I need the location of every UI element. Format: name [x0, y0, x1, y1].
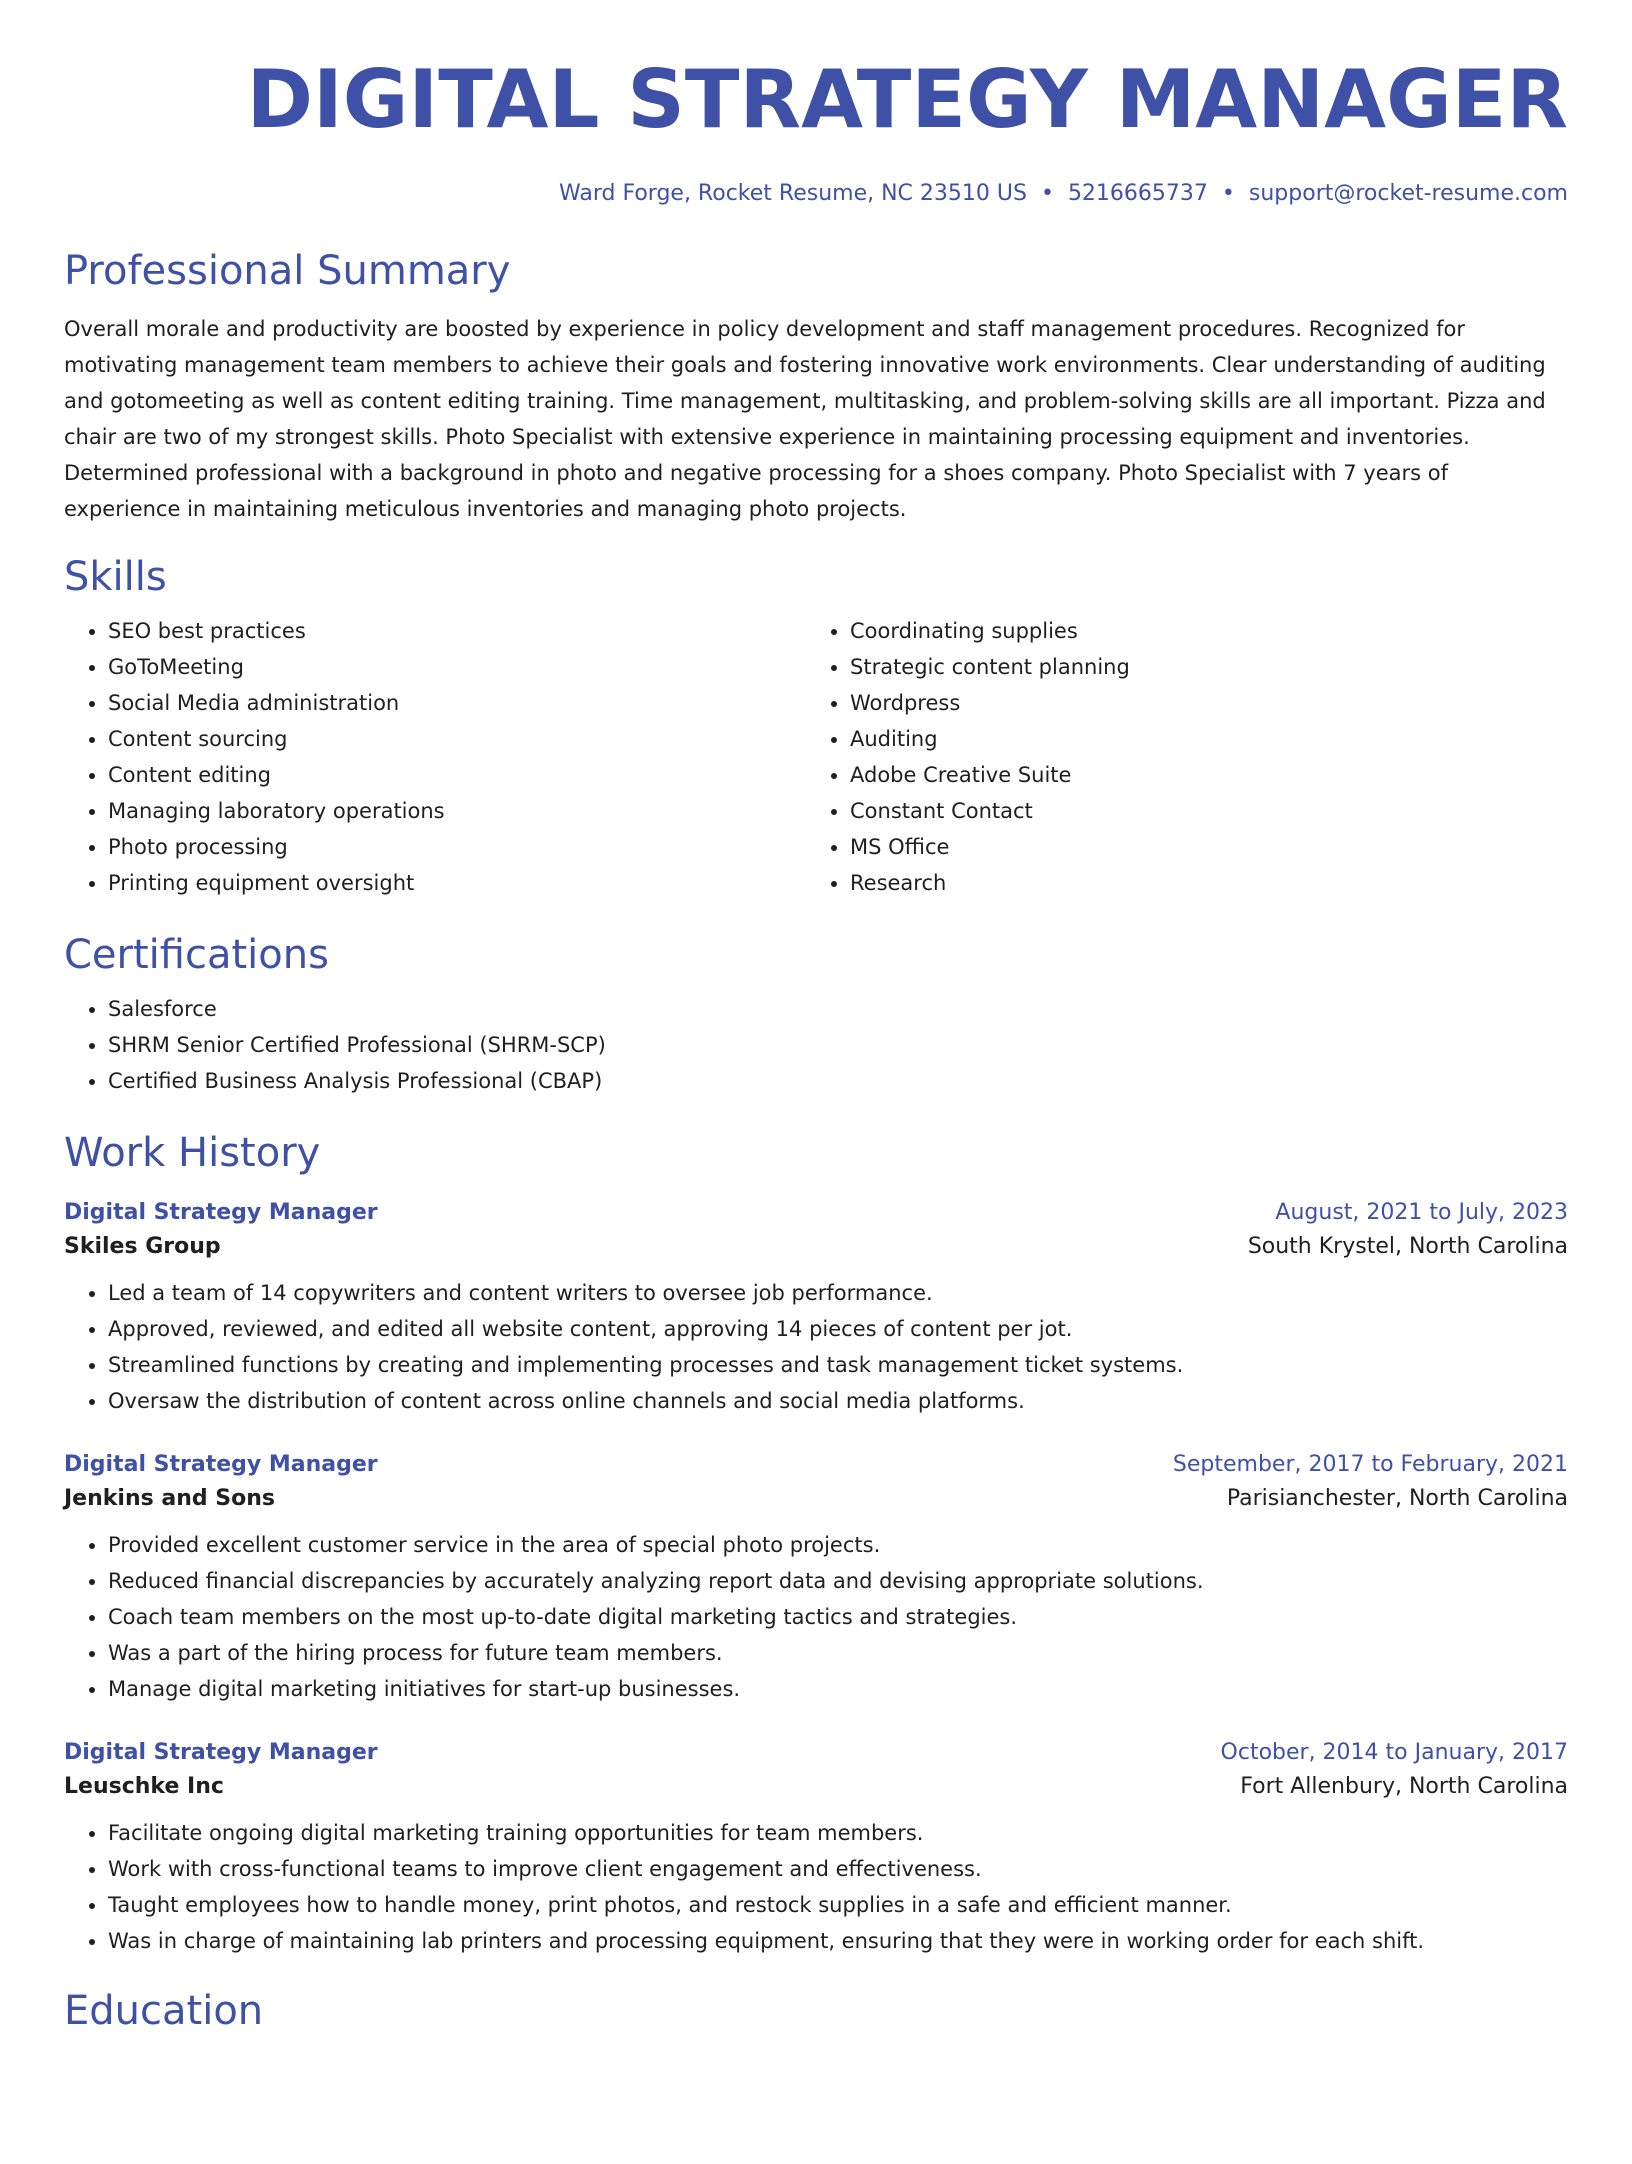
job-title-row: [64, 1197, 1568, 1229]
job-entry: [64, 1449, 1568, 1707]
job-dates: October, 2014 to January, 2017: [1220, 1740, 1568, 1765]
certification-item: • SHRM Senior Certified Professional (SHRM-SCP): [108, 1027, 1568, 1063]
job-dates: August, 2021 to July, 2023: [1275, 1200, 1568, 1225]
skills-heading: Skills: [64, 554, 167, 600]
skill-item: • Content editing: [108, 757, 806, 793]
job-dates: September, 2017 to February, 2021: [1172, 1452, 1568, 1477]
skills-column-right: [806, 613, 1548, 901]
skills-column-left: [64, 613, 806, 901]
skill-item: • Printing equipment oversight: [108, 865, 806, 901]
skills-list-right: [806, 613, 1548, 901]
job-entry: [64, 1197, 1568, 1419]
contact-address: Ward Forge, Rocket Resume, NC 23510 US: [559, 181, 1027, 206]
job-duty: • Was a part of the hiring process for future team members.: [108, 1635, 1568, 1671]
skills-list-left: [64, 613, 806, 901]
job-company: Leuschke Inc: [64, 1774, 224, 1799]
job-duty: • Streamlined functions by creating and implementing processes and task management ticket systems.: [108, 1347, 1568, 1383]
skill-item: • Coordinating supplies: [850, 613, 1548, 649]
job-title-row: [64, 1737, 1568, 1769]
contact-separator: •: [1040, 181, 1054, 206]
certification-item: • Salesforce: [108, 991, 1568, 1027]
job-company-row: [64, 1481, 1568, 1517]
education-heading: Education: [64, 1988, 264, 2034]
job-title: Digital Strategy Manager: [64, 1200, 378, 1225]
job-title-row: [64, 1449, 1568, 1481]
skill-item: • SEO best practices: [108, 613, 806, 649]
skill-item: • Strategic content planning: [850, 649, 1548, 685]
job-duty: • Facilitate ongoing digital marketing training opportunities for team members.: [108, 1815, 1568, 1851]
job-entry: [64, 1737, 1568, 1959]
certifications-list: [64, 991, 1568, 1099]
summary-heading: Professional Summary: [64, 248, 511, 294]
job-company: Skiles Group: [64, 1234, 221, 1259]
job-duty: • Manage digital marketing initiatives for start-up businesses.: [108, 1671, 1568, 1707]
job-duties-list: [64, 1815, 1568, 1959]
contact-email[interactable]: support@rocket-resume.com: [1248, 181, 1568, 206]
skill-item: • Photo processing: [108, 829, 806, 865]
job-company-row: [64, 1229, 1568, 1265]
job-duties-list: [64, 1275, 1568, 1419]
skill-item: • Adobe Creative Suite: [850, 757, 1548, 793]
job-duty: • Reduced financial discrepancies by accurately analyzing report data and devising appropriate solutions.: [108, 1563, 1568, 1599]
certification-item: • Certified Business Analysis Professional (CBAP): [108, 1063, 1568, 1099]
job-duty: • Coach team members on the most up-to-date digital marketing tactics and strategies.: [108, 1599, 1568, 1635]
job-duties-list: [64, 1527, 1568, 1707]
skill-item: • Research: [850, 865, 1548, 901]
job-location: Fort Allenbury, North Carolina: [1240, 1774, 1568, 1799]
job-duty: • Oversaw the distribution of content across online channels and social media platforms.: [108, 1383, 1568, 1419]
job-title: Digital Strategy Manager: [64, 1740, 378, 1765]
contact-line: [64, 179, 1568, 209]
job-title: Digital Strategy Manager: [64, 1452, 378, 1477]
skill-item: • Wordpress: [850, 685, 1548, 721]
skill-item: • Managing laboratory operations: [108, 793, 806, 829]
resume-title: DIGITAL STRATEGY MANAGER: [246, 53, 1568, 146]
skill-item: • Constant Contact: [850, 793, 1548, 829]
work-history-heading: Work History: [64, 1130, 321, 1176]
certifications-heading: Certifications: [64, 932, 329, 978]
job-location: Parisianchester, North Carolina: [1226, 1486, 1568, 1511]
job-duty: • Approved, reviewed, and edited all website content, approving 14 pieces of content per jot.: [108, 1311, 1568, 1347]
contact-phone: 5216665737: [1067, 181, 1208, 206]
job-duty: • Provided excellent customer service in the area of special photo projects.: [108, 1527, 1568, 1563]
skill-item: • GoToMeeting: [108, 649, 806, 685]
skill-item: • MS Office: [850, 829, 1548, 865]
skill-item: • Social Media administration: [108, 685, 806, 721]
job-duty: • Was in charge of maintaining lab printers and processing equipment, ensuring that they were in working order for each shift.: [108, 1923, 1568, 1959]
job-company: Jenkins and Sons: [64, 1486, 275, 1511]
summary-text: Overall morale and productivity are boosted by experience in policy development and staff management procedures. Recognized for motivating management team members to achieve their goals and fostering innovative work environments. Clear understanding of auditing and gotomeeting as well as content editing training. Time management, multitasking, and problem-solving skills are all important. Pizza and chair are two of my strongest skills. Photo Specialist with extensive experience in maintaining processing equipment and inventories. Determined professional with a background in photo and negative processing for a shoes company. Photo Specialist with 7 years of experience in maintaining meticulous inventories and managing photo projects.: [64, 317, 1546, 521]
contact-separator: •: [1221, 181, 1235, 206]
skill-item: • Auditing: [850, 721, 1548, 757]
job-duty: • Taught employees how to handle money, print photos, and restock supplies in a safe and efficient manner.: [108, 1887, 1568, 1923]
job-duty: • Led a team of 14 copywriters and content writers to oversee job performance.: [108, 1275, 1568, 1311]
job-duty: • Work with cross-functional teams to improve client engagement and effectiveness.: [108, 1851, 1568, 1887]
job-location: South Krystel, North Carolina: [1247, 1234, 1568, 1259]
resume-page: [0, 52, 1632, 2164]
skill-item: • Content sourcing: [108, 721, 806, 757]
skills-grid: [64, 613, 1568, 901]
job-company-row: [64, 1769, 1568, 1805]
